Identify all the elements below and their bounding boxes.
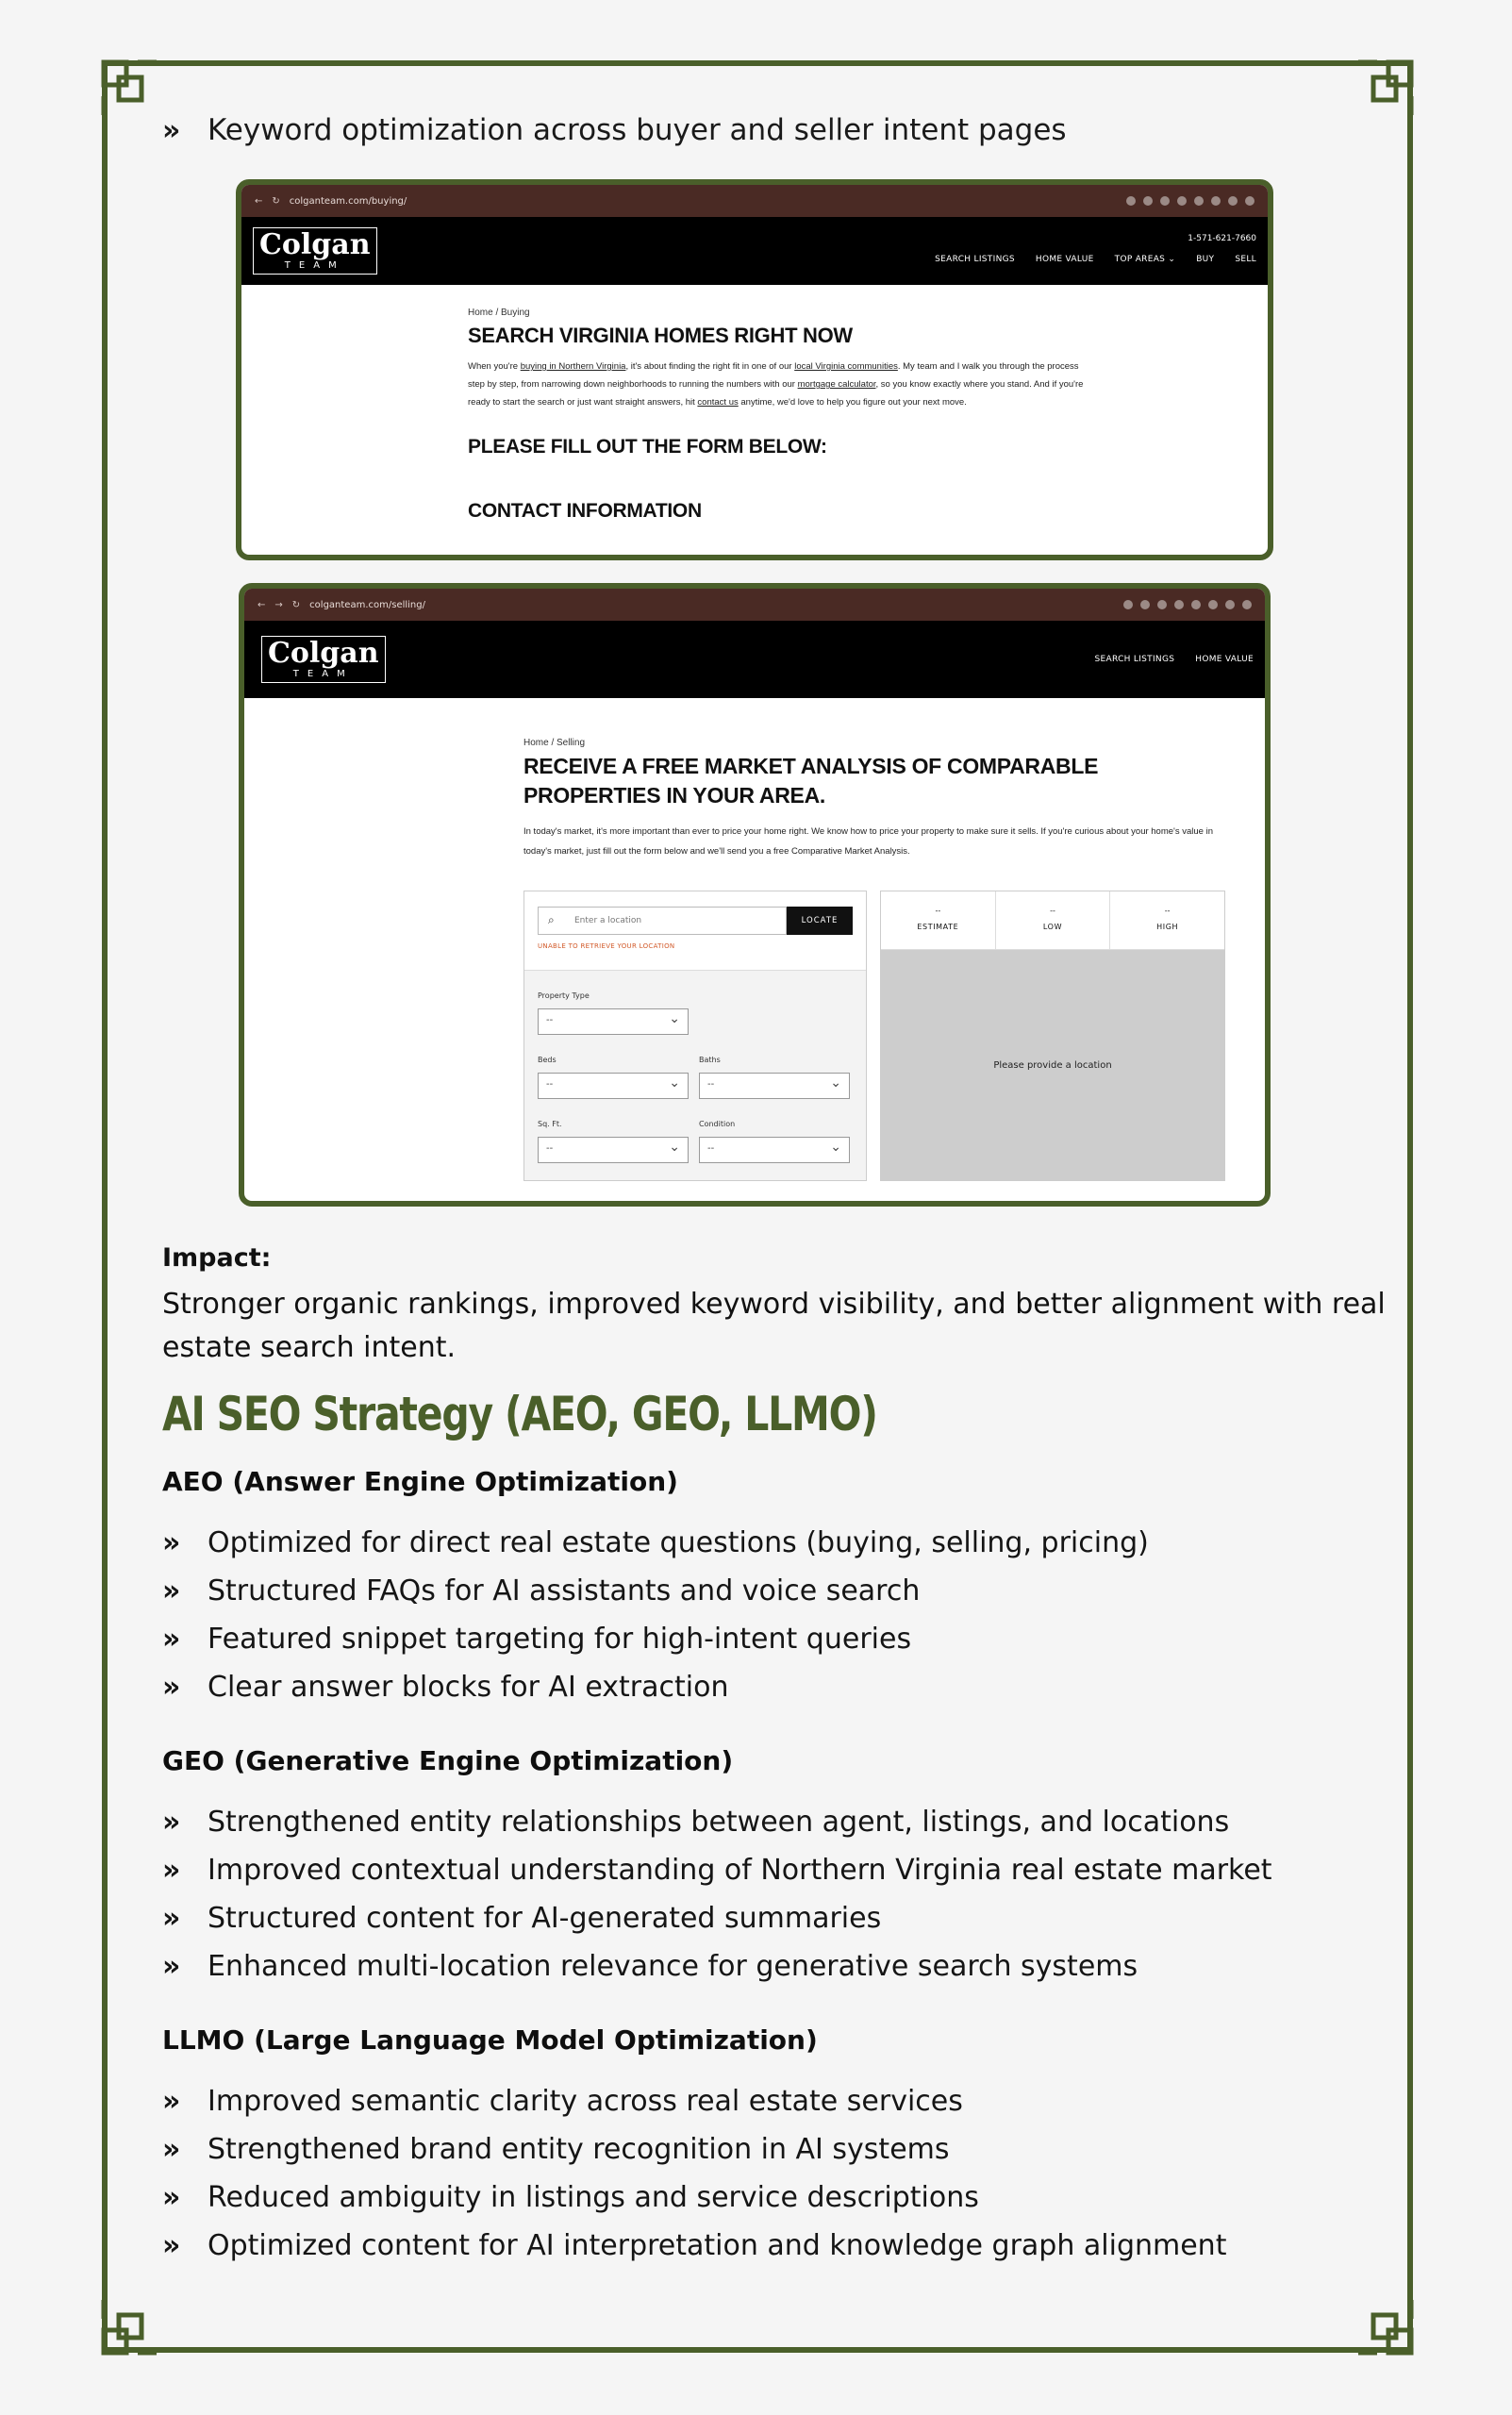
list-item: » Strengthened entity relationships between agent, listings, and locations <box>162 1806 1230 1839</box>
double-chevron-icon: » <box>162 1671 175 1704</box>
contact-heading: CONTACT INFORMATION <box>468 500 702 522</box>
geo-list <box>162 1798 1272 1990</box>
estimate-panel <box>880 891 1225 1181</box>
breadcrumb: Home / Buying <box>468 308 530 318</box>
breadcrumb: Home / Selling <box>523 738 586 748</box>
site-nav <box>1095 655 1254 664</box>
address-bar: colganteam.com/selling/ <box>309 599 425 610</box>
map-placeholder: Please provide a location <box>881 950 1224 1180</box>
double-chevron-icon: » <box>162 1854 175 1887</box>
list-item: » Structured FAQs for AI assistants and voice search <box>162 1574 921 1607</box>
site-header <box>244 621 1265 698</box>
address-bar: colganteam.com/buying/ <box>289 195 407 207</box>
nav-home-value: HOME VALUE <box>1195 655 1254 664</box>
list-item: » Strengthened brand entity recognition in AI systems <box>162 2133 950 2166</box>
high-cell: -- HIGH <box>1156 907 1179 931</box>
page-title: SEARCH VIRGINIA HOMES RIGHT NOW <box>468 324 853 347</box>
form-heading: PLEASE FILL OUT THE FORM BELOW: <box>468 436 827 458</box>
list-item: » Clear answer blocks for AI extraction <box>162 1671 729 1704</box>
nav-buy: BUY <box>1196 255 1215 264</box>
nav-search-listings: SEARCH LISTINGS <box>1094 655 1175 664</box>
list-item: » Optimized content for AI interpretation and knowledge graph alignment <box>162 2229 1227 2262</box>
list-item: » Improved semantic clarity across real estate services <box>162 2085 963 2118</box>
double-chevron-icon: » <box>162 1526 175 1559</box>
site-header <box>241 217 1268 285</box>
double-chevron-icon: » <box>162 1806 175 1839</box>
baths-label: Baths <box>699 1056 721 1064</box>
site-nav <box>935 255 1256 264</box>
double-chevron-icon: » <box>162 2133 175 2166</box>
llmo-heading: LLMO (Large Language Model Optimization) <box>162 2024 818 2056</box>
reload-icon: ↻ <box>272 195 280 207</box>
intro-bullet <box>162 113 1067 147</box>
beds-select[interactable]: -- ⌄ <box>538 1073 689 1099</box>
corner-ornament-icon <box>1354 58 1415 119</box>
back-icon: ← <box>258 599 266 610</box>
list-item: » Featured snippet targeting for high-intent queries <box>162 1623 912 1656</box>
double-chevron-icon: » <box>162 2181 175 2214</box>
extension-icons <box>1126 196 1254 206</box>
phone-number: 1-571-621-7660 <box>1188 234 1256 243</box>
geo-heading: GEO (Generative Engine Optimization) <box>162 1745 734 1776</box>
sqft-select[interactable]: -- ⌄ <box>538 1137 689 1163</box>
search-icon: ⌕ <box>548 913 555 926</box>
condition-select[interactable]: -- ⌄ <box>699 1137 850 1163</box>
corner-ornament-icon <box>1354 2296 1415 2357</box>
estimate-cell: -- ESTIMATE <box>881 891 996 949</box>
cma-form <box>523 891 867 1181</box>
page-title-line-2: PROPERTIES IN YOUR AREA. <box>523 783 825 808</box>
forward-icon: → <box>274 599 283 610</box>
locate-button[interactable]: LOCATE <box>787 907 853 935</box>
impact-heading: Impact: <box>162 1243 272 1273</box>
corner-ornament-icon <box>100 2296 160 2357</box>
nav-home-value: HOME VALUE <box>1035 255 1094 264</box>
baths-select[interactable]: -- ⌄ <box>699 1073 850 1099</box>
corner-ornament-icon <box>100 58 160 119</box>
beds-label: Beds <box>538 1056 557 1064</box>
llmo-list <box>162 2077 1226 2270</box>
double-chevron-icon: » <box>162 113 175 147</box>
browser-toolbar <box>241 185 1268 217</box>
double-chevron-icon: » <box>162 1902 175 1935</box>
aeo-heading: AEO (Answer Engine Optimization) <box>162 1466 678 1497</box>
intro-bullet-text: Keyword optimization across buyer and seller intent pages <box>208 113 1067 147</box>
reload-icon: ↻ <box>291 599 301 610</box>
nav-sell: SELL <box>1235 255 1256 264</box>
property-type-select[interactable]: -- ⌄ <box>538 1008 689 1035</box>
property-type-label: Property Type <box>538 991 590 1000</box>
colgan-team-logo: Colgan TEAM <box>261 636 386 683</box>
condition-label: Condition <box>699 1120 736 1128</box>
back-icon: ← <box>255 195 263 207</box>
extension-icons <box>1123 600 1252 609</box>
list-item: » Structured content for AI-generated summaries <box>162 1902 882 1935</box>
selling-page-screenshot <box>239 583 1271 1207</box>
nav-top-areas: TOP AREAS ⌄ <box>1114 255 1176 264</box>
double-chevron-icon: » <box>162 1623 175 1656</box>
list-item: » Enhanced multi-location relevance for generative search systems <box>162 1950 1138 1983</box>
browser-toolbar <box>244 589 1265 621</box>
intro-paragraph: In today's market, it's more important than ever to price your home right. We know how to price your property to make sure it sells. If you're curious about your home's value in today's market, just fill out the form below and we'll send you a free Comparative Market Analysis. <box>523 826 1213 857</box>
location-input[interactable]: ⌕ Enter a location <box>538 907 787 935</box>
double-chevron-icon: » <box>162 2085 175 2118</box>
list-item: » Reduced ambiguity in listings and service descriptions <box>162 2181 979 2214</box>
impact-text: Stronger organic rankings, improved keyword visibility, and better alignment with real estate search intent. <box>162 1288 1386 1364</box>
buying-page-screenshot <box>236 179 1273 560</box>
ai-seo-heading: AI SEO Strategy (AEO, GEO, LLMO) <box>162 1387 877 1441</box>
low-cell: -- LOW <box>996 891 1111 949</box>
sqft-label: Sq. Ft. <box>538 1120 562 1128</box>
double-chevron-icon: » <box>162 2229 175 2262</box>
double-chevron-icon: » <box>162 1950 175 1983</box>
list-item: » Optimized for direct real estate questions (buying, selling, pricing) <box>162 1526 1149 1559</box>
location-error: UNABLE TO RETRIEVE YOUR LOCATION <box>538 942 675 950</box>
list-item: » Improved contextual understanding of Northern Virginia real estate market <box>162 1854 1272 1887</box>
page-title-line-1: RECEIVE A FREE MARKET ANALYSIS OF COMPARABLE <box>523 754 1099 778</box>
aeo-list <box>162 1519 1149 1711</box>
nav-search-listings: SEARCH LISTINGS <box>935 255 1015 264</box>
double-chevron-icon: » <box>162 1574 175 1607</box>
colgan-team-logo: Colgan TEAM <box>253 227 377 275</box>
intro-paragraph: When you're buying in Northern Virginia, it's about finding the right fit in one of our local Virginia communities. My team and I walk you through the process step by step, from narrowing down neighborhoods to running the numbers with our mortgage calculator, so you know exactly where you stand. And if you're ready to start the search or just want straight answers, hit contact us anytime, we'd love to help you figure out your next move. <box>468 361 1084 408</box>
